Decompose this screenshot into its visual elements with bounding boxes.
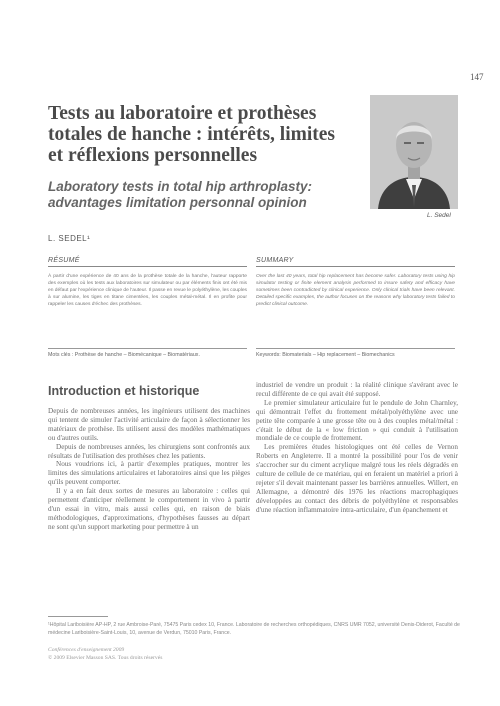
- paragraph: Les premières études histologiques ont été celles de Vernon Roberts en Angleterre. Il a montré la possibilité pour l'os de venir s'accrocher sur du ciment acrylique malgré tous les réels dégradés en culture de cellule de ce matériau, qui en feraient un matériel a priori à rejeter s'il devait maintenant passer les barrières annuelles. Willert, en Allemagne, a démontré dès 1976 les réactions macrophagiques développées au contact des débris de polyéthylène et responsables d'une réaction inflammatoire intra-articulaire, d'un épanchement et: [256, 443, 458, 514]
- author-photo: [370, 95, 458, 209]
- abstract-en-heading: SUMMARY: [256, 257, 455, 267]
- section-title: Introduction et historique: [48, 384, 200, 398]
- abstract-fr-heading: RÉSUMÉ: [48, 257, 247, 267]
- author-portrait-icon: [370, 95, 458, 209]
- paragraph: industriel de vendre un produit : la réalité clinique s'avérant avec le recul différente de ce qui avait été supposé.: [256, 381, 458, 398]
- article-subtitle: Laboratory tests in total hip arthroplasty: advantages limitation personnal opinion: [48, 179, 313, 210]
- body-column-left: [48, 407, 250, 532]
- page-number: 147: [470, 72, 484, 82]
- copyright-notice: © 2009 Elsevier Masson SAS. Tous droits réservés: [48, 655, 163, 661]
- body-column-right: [256, 381, 458, 515]
- paragraph: Nous voudrions ici, à partir d'exemples pratiques, montrer les limites des simulations articulaires et laboratoires ainsi que les pièges qu'ils peuvent comporter.: [48, 460, 250, 487]
- keywords-fr-divider: [48, 348, 247, 349]
- paragraph: Il y a en fait deux sortes de mesures au laboratoire : celles qui permettent d'anticiper réellement le comportement in vivo à partir d'un essai in vitro, mais aussi celles qui, en raison de biais méthodologiques, d'approximations, d'hypothèses fausses au départ ne sont qu'un support marketing pour permettre à un: [48, 487, 250, 531]
- affiliation-footnote: ¹Hôpital Lariboisière AP-HP, 2 rue Ambroise-Paré, 75475 Paris cedex 10, France. Laboratoire de recherches orthopédiques, CNRS UMR 7052, université Denis-Diderot, Faculté de médecine Lariboisière-Saint-Louis, 10, avenue de Verdun, 75010 Paris, France.: [48, 622, 460, 636]
- paragraph: Depuis de nombreuses années, les chirurgiens sont confrontés aux résultats de l'utilisation des prothèses chez les patients.: [48, 442, 250, 460]
- keywords-en-divider: [256, 348, 455, 349]
- abstract-fr-text: À partir d'une expérience de 40 ans de la prothèse totale de la hanche, l'auteur rapporte des exemples où les tests aux laboratoires sur simulateur ou par éléments finis ont été mis en défaut par l'expérience clinique de l'auteur. Il passe en revue le polyéthylène, les couples à sur alumine, les tiges en titane cimentées, les couples métal-métal. Il en profite pour rappeler les causes d'échec des prothèses.: [48, 274, 247, 307]
- journal-name: Conférences d'enseignement 2009: [48, 647, 125, 653]
- keywords-fr: Mots clés : Prothèse de hanche – Biomécanique – Biomatériaux.: [48, 352, 200, 358]
- abstract-en-text: Over the last 40 years, total hip replacement has become safer. Laboratory tests using hip simulator testing or finite element analysis performed to insure safety and efficacy have sometimes been contradicted by clinical experience. Only clinical trials have been relevant. Detailed specific examples, the author focuses on the reasons why laboratory tests failed to predict clinical outcome.: [256, 274, 455, 307]
- journal-info: [48, 646, 348, 662]
- paragraph: Depuis de nombreuses années, les ingénieurs utilisent des machines qui tentent de simuler l'activité articulaire de façon à sélectionner les matériaux de prothèse. Ils utilisent aussi des modèles mathématiques ou d'autres outils.: [48, 407, 250, 442]
- photo-caption: L. Sedel: [427, 212, 451, 219]
- paragraph: Le premier simulateur articulaire fut le pendule de John Charnley, qui démontrait l'effet du frottement métal/polyéthylène avec une petite tête comparée à une grosse tête ou à des couples métal/métal : c'était le début de la « low friction » qui conduit à l'utilisation mondiale de ce couple de frottement.: [256, 398, 458, 443]
- author-name: L. SEDEL¹: [48, 234, 91, 243]
- article-title: Tests au laboratoire et prothèses totales de hanche : intérêts, limites et réflexions personnelles: [48, 103, 336, 166]
- footnote-divider: [48, 616, 108, 617]
- keywords-en: Keywords: Biomaterials – Hip replacement – Biomechanics: [256, 352, 395, 358]
